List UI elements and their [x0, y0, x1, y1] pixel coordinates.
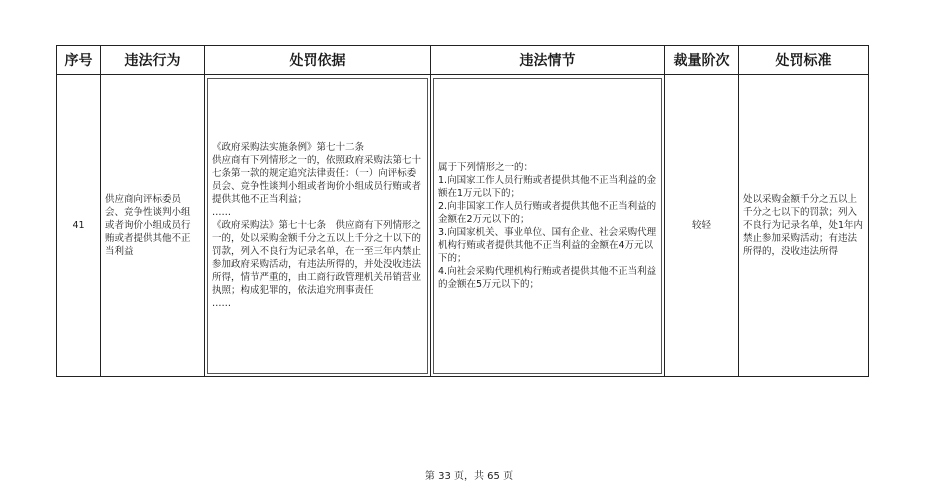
cell-circumstances — [431, 75, 665, 377]
header-standard: 处罚标准 — [739, 46, 869, 75]
penalty-table — [56, 45, 869, 377]
cell-basis — [205, 75, 431, 377]
basis-textbox — [207, 78, 428, 374]
cell-seq: 41 — [57, 75, 101, 377]
cell-standard: 处以采购金额千分之五以上千分之七以下的罚款；列入不良行为记录名单，处1年内禁止参加采购活动；有违法所得的，没收违法所得 — [739, 75, 869, 377]
cell-level: 较轻 — [665, 75, 739, 377]
circumstances-text: 属于下列情形之一的： 1.向国家工作人员行贿或者提供其他不正当利益的金额在1万元以下的； 2.向非国家工作人员行贿或者提供其他不正当利益的金额在2万元以下的； 3.向国家机关、事业单位、国有企业、社会采购代理机构行贿或者提供其他不正当利益的金额在4万元以下的； 4.向社会采购代理机构行贿或者提供其他不正当利益的金额在5万元以下的； — [438, 161, 657, 290]
header-basis: 处罚依据 — [205, 46, 431, 75]
header-seq: 序号 — [57, 46, 101, 75]
basis-text: 《政府采购法实施条例》第七十二条 供应商有下列情形之一的，依照政府采购法第七十七条第一款的规定追究法律责任：（一）向评标委员会、竞争性谈判小组或者询价小组成员行贿或者提供其他不正当利益； …… 《政府采购法》第七十七条 供应商有下列情形之一的，处以采购金额千分之五以上千分之十以下的罚款，列入不良行为记录名单，在一至三年内禁止参加政府采购活动，有违法所得的，并处没收违法所得，情节严重的，由工商行政管理机关吊销营业执照；构成犯罪的，依法追究刑事责任 …… — [212, 142, 422, 309]
circumstances-textbox — [433, 78, 662, 374]
header-violation: 违法行为 — [101, 46, 205, 75]
header-circumstances: 违法情节 — [431, 46, 665, 75]
violation-text: 供应商向评标委员会、竞争性谈判小组或者询价小组成员行贿或者提供其他不正当利益 — [105, 194, 191, 257]
table-row — [57, 75, 869, 377]
header-level: 裁量阶次 — [665, 46, 739, 75]
table-header-row — [57, 46, 869, 75]
cell-violation — [101, 75, 205, 377]
page-footer: 第 33 页，共 65 页 — [424, 471, 514, 482]
